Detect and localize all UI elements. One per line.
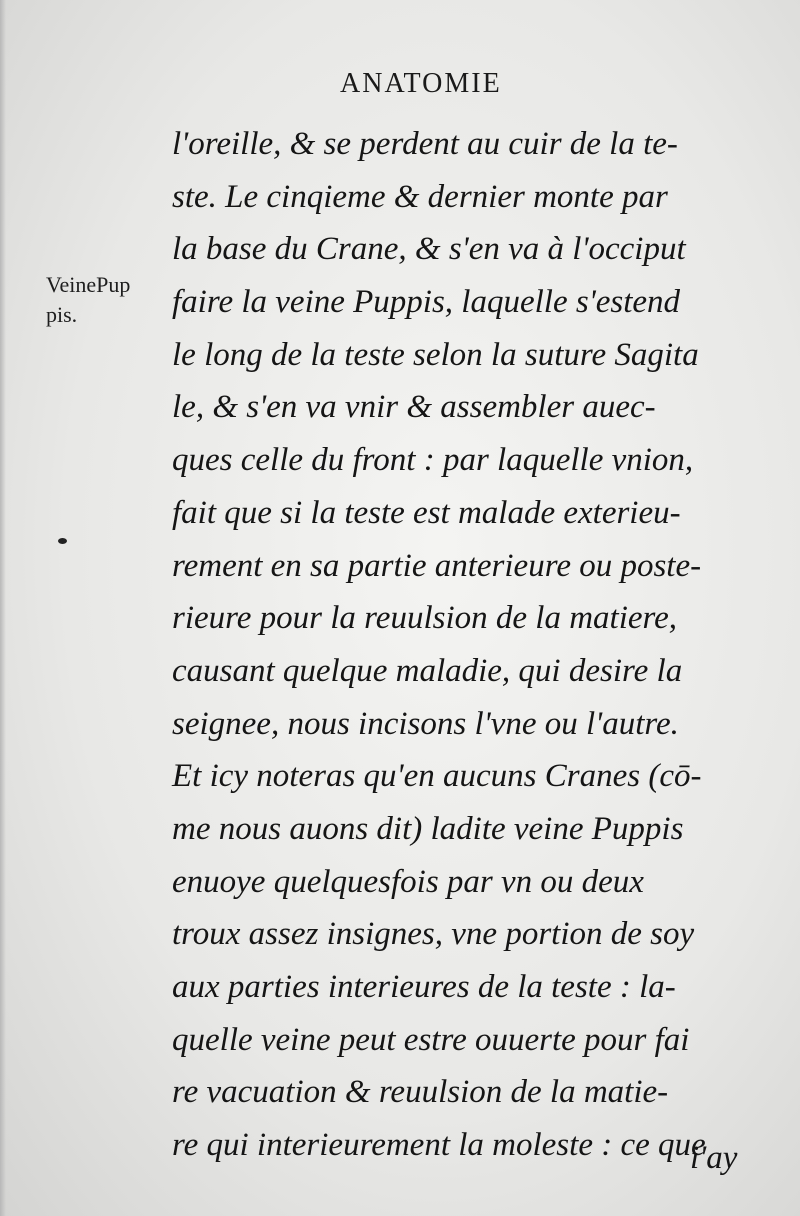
margin-note-line-2: pis. (46, 302, 78, 327)
text-line: troux assez insignes, vne portion de soy (172, 916, 695, 953)
text-line: l'oreille, & se perdent au cuir de la te- (172, 126, 678, 162)
text-line: me nous auons dit) ladite veine Puppis (172, 810, 684, 847)
body-text (172, 118, 772, 1172)
text-line: seignee, nous incisons l'vne ou l'autre. (172, 705, 679, 742)
margin-note-line-1: VeinePup (46, 272, 131, 297)
text-line: fait que si la teste est malade exterieu- (172, 494, 681, 531)
text-line: le, & s'en va vnir & assembler auec- (172, 389, 656, 426)
catchword: i'ay (690, 1140, 738, 1176)
text-line: re vacuation & reuulsion de la matie- (172, 1074, 669, 1111)
running-head: ANATOMIE (340, 68, 502, 99)
text-line: rieure pour la reuulsion de la matiere, (172, 600, 678, 637)
text-line: la base du Crane, & s'en va à l'occiput (172, 231, 686, 268)
page-edge-shadow (0, 0, 6, 1216)
text-line: quelle veine peut estre ouuerte pour fai (172, 1021, 690, 1058)
text-line: Et icy noteras qu'en aucuns Cranes (cō- (172, 758, 702, 795)
text-line: ques celle du front : par laquelle vnion, (172, 442, 694, 479)
text-line: ste. Le cinqieme & dernier monte par (172, 178, 668, 215)
text-line: aux parties interieures de la teste : la- (172, 969, 676, 1005)
text-line: re qui interieurement la moleste : ce que (172, 1127, 706, 1164)
text-line: le long de la teste selon la suture Sagita (172, 336, 699, 373)
text-line: enuoye quelquesfois par vn ou deux (172, 863, 644, 900)
ink-mark (58, 538, 67, 544)
text-line: faire la veine Puppis, laquelle s'estend (172, 284, 681, 321)
text-line: causant quelque maladie, qui desire la (172, 652, 683, 689)
text-line: rement en sa partie anterieure ou poste- (172, 547, 702, 584)
margin-note (46, 270, 130, 330)
